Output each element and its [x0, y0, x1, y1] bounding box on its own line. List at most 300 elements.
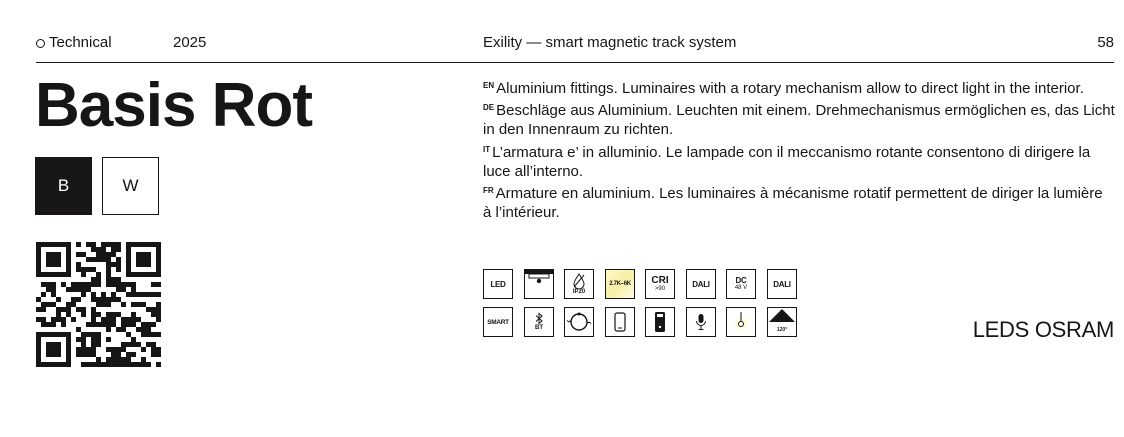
qr-module: [146, 257, 151, 262]
qr-module: [151, 322, 156, 327]
qr-module: [61, 307, 66, 312]
qr-module: [116, 262, 121, 267]
qr-module: [41, 272, 46, 277]
qr-module: [66, 252, 71, 257]
qr-module: [131, 352, 136, 357]
qr-module: [106, 302, 111, 307]
qr-module: [106, 337, 111, 342]
qr-module: [131, 317, 136, 322]
qr-code[interactable]: [36, 242, 161, 367]
qr-module: [121, 287, 126, 292]
qr-module: [36, 352, 41, 357]
icon-label: 2.7K–6K: [609, 280, 631, 287]
remote-control-icon: [645, 307, 675, 337]
qr-module: [146, 262, 151, 267]
qr-module: [51, 272, 56, 277]
qr-module: [46, 242, 51, 247]
qr-module: [56, 312, 61, 317]
spot-light-icon: [726, 307, 756, 337]
description-it: [483, 140, 1115, 181]
qr-module: [151, 272, 156, 277]
lang-code: IT: [483, 144, 491, 154]
qr-module: [96, 322, 101, 327]
qr-module: [46, 322, 51, 327]
qr-module: [91, 277, 96, 282]
qr-module: [56, 352, 61, 357]
qr-module: [156, 257, 161, 262]
qr-module: [96, 332, 101, 337]
qr-module: [111, 322, 116, 327]
qr-module: [156, 267, 161, 272]
product-description: [483, 76, 1115, 222]
qr-module: [111, 252, 116, 257]
qr-module: [91, 307, 96, 312]
qr-module: [56, 347, 61, 352]
qr-module: [106, 357, 111, 362]
qr-module: [51, 287, 56, 292]
qr-module: [96, 357, 101, 362]
qr-module: [41, 362, 46, 367]
qr-module: [106, 262, 111, 267]
dimming-dial-icon: [564, 307, 594, 337]
qr-module: [51, 362, 56, 367]
qr-module: [136, 302, 141, 307]
qr-module: [81, 292, 86, 297]
qr-module: [131, 342, 136, 347]
qr-module: [91, 267, 96, 272]
icon-label: DALI: [773, 279, 791, 289]
qr-module: [66, 262, 71, 267]
qr-module: [66, 357, 71, 362]
description-en: [483, 76, 1115, 98]
page-number: 58: [1097, 34, 1114, 51]
qr-module: [126, 267, 131, 272]
qr-module: [156, 332, 161, 337]
qr-module: [136, 242, 141, 247]
qr-module: [61, 282, 66, 287]
qr-module: [141, 292, 146, 297]
qr-module: [121, 342, 126, 347]
qr-module: [61, 242, 66, 247]
qr-module: [86, 352, 91, 357]
qr-module: [66, 307, 71, 312]
qr-module: [96, 252, 101, 257]
qr-module: [96, 302, 101, 307]
qr-module: [81, 342, 86, 347]
qr-module: [46, 332, 51, 337]
qr-module: [146, 252, 151, 257]
description-text: Armature en aluminium. Les luminaires à mécanisme rotatif permettent de diriger la lumière à l’intérieur.: [483, 185, 1103, 222]
qr-module: [76, 267, 81, 272]
qr-module: [131, 242, 136, 247]
qr-module: [106, 272, 111, 277]
qr-module: [126, 352, 131, 357]
qr-module: [56, 317, 61, 322]
qr-module: [121, 317, 126, 322]
qr-module: [136, 257, 141, 262]
qr-module: [66, 362, 71, 367]
qr-module: [126, 332, 131, 337]
qr-module: [71, 302, 76, 307]
qr-module: [86, 282, 91, 287]
qr-module: [96, 337, 101, 342]
qr-module: [81, 267, 86, 272]
qr-module: [86, 347, 91, 352]
qr-module: [151, 347, 156, 352]
qr-module: [101, 242, 106, 247]
catalog-year: 2025: [173, 34, 207, 51]
qr-module: [136, 327, 141, 332]
qr-module: [111, 242, 116, 247]
qr-module: [126, 317, 131, 322]
qr-module: [91, 312, 96, 317]
qr-module: [126, 242, 131, 247]
qr-module: [141, 252, 146, 257]
lang-code: EN: [483, 81, 495, 90]
qr-module: [126, 357, 131, 362]
qr-module: [156, 242, 161, 247]
qr-module: [71, 282, 76, 287]
qr-module: [81, 312, 86, 317]
qr-module: [111, 362, 116, 367]
qr-module: [36, 247, 41, 252]
qr-module: [151, 307, 156, 312]
icon-sublabel: >90: [654, 285, 666, 292]
qr-module: [106, 252, 111, 257]
qr-module: [101, 292, 106, 297]
qr-module: [36, 272, 41, 277]
qr-module: [101, 257, 106, 262]
qr-module: [116, 257, 121, 262]
qr-module: [66, 257, 71, 262]
description-fr: [483, 181, 1115, 222]
qr-module: [146, 327, 151, 332]
qr-module: [36, 307, 41, 312]
qr-module: [116, 242, 121, 247]
qr-module: [41, 302, 46, 307]
qr-module: [51, 262, 56, 267]
qr-module: [101, 317, 106, 322]
qr-module: [156, 317, 161, 322]
qr-module: [156, 292, 161, 297]
qr-module: [51, 292, 56, 297]
finish-swatch-black[interactable]: [35, 157, 92, 215]
qr-module: [111, 347, 116, 352]
qr-module: [156, 252, 161, 257]
smart-icon: [483, 307, 513, 337]
qr-module: [96, 272, 101, 277]
qr-module: [131, 302, 136, 307]
qr-module: [46, 262, 51, 267]
qr-module: [91, 297, 96, 302]
qr-module: [121, 357, 126, 362]
qr-module: [106, 267, 111, 272]
qr-module: [46, 347, 51, 352]
qr-module: [111, 277, 116, 282]
qr-module: [36, 362, 41, 367]
qr-module: [76, 352, 81, 357]
icon-label: LED: [490, 279, 506, 289]
qr-module: [66, 247, 71, 252]
qr-module: [116, 282, 121, 287]
qr-module: [96, 257, 101, 262]
icon-label: 120°: [776, 327, 788, 333]
qr-module: [91, 317, 96, 322]
qr-module: [36, 297, 41, 302]
qr-module: [106, 277, 111, 282]
qr-module: [141, 347, 146, 352]
qr-module: [126, 342, 131, 347]
qr-module: [66, 242, 71, 247]
qr-module: [96, 362, 101, 367]
qr-module: [56, 242, 61, 247]
qr-module: [136, 292, 141, 297]
qr-module: [151, 282, 156, 287]
qr-module: [36, 332, 41, 337]
qr-module: [156, 362, 161, 367]
icon-label: BT: [535, 325, 543, 331]
qr-module: [56, 252, 61, 257]
qr-module: [66, 287, 71, 292]
qr-module: [146, 307, 151, 312]
qr-module: [51, 347, 56, 352]
qr-module: [106, 317, 111, 322]
qr-module: [56, 342, 61, 347]
qr-module: [76, 252, 81, 257]
circle-icon: [36, 39, 45, 48]
qr-module: [136, 262, 141, 267]
qr-module: [106, 362, 111, 367]
qr-module: [116, 327, 121, 332]
qr-module: [91, 332, 96, 337]
qr-module: [41, 322, 46, 327]
dali-icon-2: [767, 269, 797, 299]
qr-module: [51, 242, 56, 247]
qr-module: [116, 247, 121, 252]
qr-module: [116, 277, 121, 282]
led-icon: [483, 269, 513, 299]
qr-module: [66, 342, 71, 347]
qr-module: [36, 242, 41, 247]
qr-module: [36, 347, 41, 352]
qr-module: [141, 322, 146, 327]
qr-module: [91, 282, 96, 287]
qr-module: [141, 332, 146, 337]
qr-module: [51, 317, 56, 322]
qr-module: [141, 362, 146, 367]
qr-module: [56, 307, 61, 312]
qr-module: [66, 302, 71, 307]
qr-module: [46, 282, 51, 287]
qr-module: [66, 347, 71, 352]
icon-label: CRI: [651, 274, 669, 286]
qr-module: [81, 362, 86, 367]
qr-module: [141, 357, 146, 362]
qr-module: [126, 272, 131, 277]
qr-module: [101, 247, 106, 252]
qr-module: [111, 317, 116, 322]
qr-module: [106, 257, 111, 262]
qr-module: [121, 347, 126, 352]
qr-module: [126, 292, 131, 297]
finish-swatch-white[interactable]: [102, 157, 159, 215]
color-temperature-icon: [605, 269, 635, 299]
qr-module: [126, 322, 131, 327]
qr-module: [111, 262, 116, 267]
qr-module: [121, 327, 126, 332]
qr-module: [81, 307, 86, 312]
qr-module: [116, 357, 121, 362]
qr-module: [151, 332, 156, 337]
qr-module: [96, 277, 101, 282]
qr-module: [131, 337, 136, 342]
qr-module: [56, 272, 61, 277]
icon-label: IP20: [572, 288, 586, 295]
qr-module: [111, 357, 116, 362]
qr-module: [36, 257, 41, 262]
qr-module: [91, 257, 96, 262]
qr-module: [116, 352, 121, 357]
qr-module: [96, 312, 101, 317]
qr-module: [86, 242, 91, 247]
qr-module: [116, 347, 121, 352]
qr-module: [131, 272, 136, 277]
surface-mount-icon: [524, 269, 554, 299]
qr-module: [151, 242, 156, 247]
qr-module: [91, 337, 96, 342]
qr-module: [91, 342, 96, 347]
qr-module: [106, 242, 111, 247]
qr-module: [106, 327, 111, 332]
qr-module: [86, 332, 91, 337]
qr-module: [61, 362, 66, 367]
qr-module: [146, 322, 151, 327]
qr-module: [56, 332, 61, 337]
lang-code: FR: [483, 186, 494, 196]
qr-module: [36, 252, 41, 257]
qr-module: [61, 272, 66, 277]
qr-module: [111, 297, 116, 302]
qr-module: [91, 362, 96, 367]
qr-module: [106, 282, 111, 287]
section-label: [36, 34, 112, 52]
qr-module: [126, 282, 131, 287]
qr-module: [76, 262, 81, 267]
qr-module: [101, 252, 106, 257]
qr-module: [71, 297, 76, 302]
qr-module: [151, 342, 156, 347]
qr-module: [66, 267, 71, 272]
description-text: L’armatura e’ in alluminio. Le lampade con il meccanismo rotante consentono di dirigere la luce all’interno.: [483, 143, 1091, 180]
qr-module: [156, 247, 161, 252]
qr-module: [76, 337, 81, 342]
qr-module: [91, 292, 96, 297]
qr-module: [76, 347, 81, 352]
qr-module: [36, 342, 41, 347]
icon-label: DALI: [692, 279, 710, 289]
qr-module: [36, 317, 41, 322]
qr-module: [116, 267, 121, 272]
qr-module: [76, 242, 81, 247]
qr-module: [66, 312, 71, 317]
qr-module: [76, 327, 81, 332]
qr-module: [111, 292, 116, 297]
qr-module: [151, 352, 156, 357]
qr-module: [126, 247, 131, 252]
description-text: Aluminium fittings. Luminaires with a rotary mechanism allow to direct light in the interior.: [496, 80, 1084, 97]
qr-module: [91, 352, 96, 357]
series-title: Exility — smart magnetic track system: [483, 34, 737, 51]
qr-module: [86, 287, 91, 292]
qr-module: [61, 322, 66, 327]
qr-module: [146, 292, 151, 297]
qr-module: [76, 297, 81, 302]
beam-angle-icon: [767, 307, 797, 337]
qr-module: [156, 272, 161, 277]
qr-module: [56, 362, 61, 367]
qr-module: [141, 302, 146, 307]
qr-module: [86, 257, 91, 262]
microphone-icon: [686, 307, 716, 337]
qr-module: [51, 257, 56, 262]
qr-module: [116, 312, 121, 317]
qr-module: [66, 352, 71, 357]
qr-module: [156, 262, 161, 267]
qr-module: [101, 302, 106, 307]
qr-module: [41, 332, 46, 337]
qr-module: [76, 282, 81, 287]
description-text: Beschläge aus Aluminium. Leuchten mit einem. Drehmechanismus ermöglichen es, das Licht in den Innenraum zu richten.: [483, 102, 1115, 139]
qr-module: [106, 297, 111, 302]
qr-module: [141, 242, 146, 247]
qr-module: [106, 347, 111, 352]
qr-module: [66, 337, 71, 342]
qr-module: [76, 287, 81, 292]
qr-module: [156, 312, 161, 317]
qr-module: [91, 247, 96, 252]
qr-module: [56, 262, 61, 267]
qr-module: [146, 272, 151, 277]
qr-module: [106, 312, 111, 317]
qr-module: [136, 342, 141, 347]
qr-module: [51, 332, 56, 337]
dc-voltage-icon: [726, 269, 756, 299]
finish-code: W: [122, 176, 139, 195]
qr-module: [41, 317, 46, 322]
icon-sublabel: 48 V: [734, 285, 748, 291]
qr-module: [51, 282, 56, 287]
qr-module: [61, 317, 66, 322]
qr-module: [96, 342, 101, 347]
qr-module: [111, 352, 116, 357]
qr-module: [41, 307, 46, 312]
qr-module: [121, 282, 126, 287]
qr-module: [131, 282, 136, 287]
qr-module: [121, 322, 126, 327]
qr-module: [131, 312, 136, 317]
icon-label: DC: [735, 276, 747, 285]
qr-module: [46, 352, 51, 357]
qr-module: [81, 337, 86, 342]
qr-module: [141, 327, 146, 332]
qr-module: [51, 342, 56, 347]
qr-module: [81, 252, 86, 257]
qr-module: [96, 282, 101, 287]
qr-module: [56, 297, 61, 302]
description-de: [483, 98, 1115, 139]
qr-module: [46, 362, 51, 367]
qr-module: [66, 272, 71, 277]
